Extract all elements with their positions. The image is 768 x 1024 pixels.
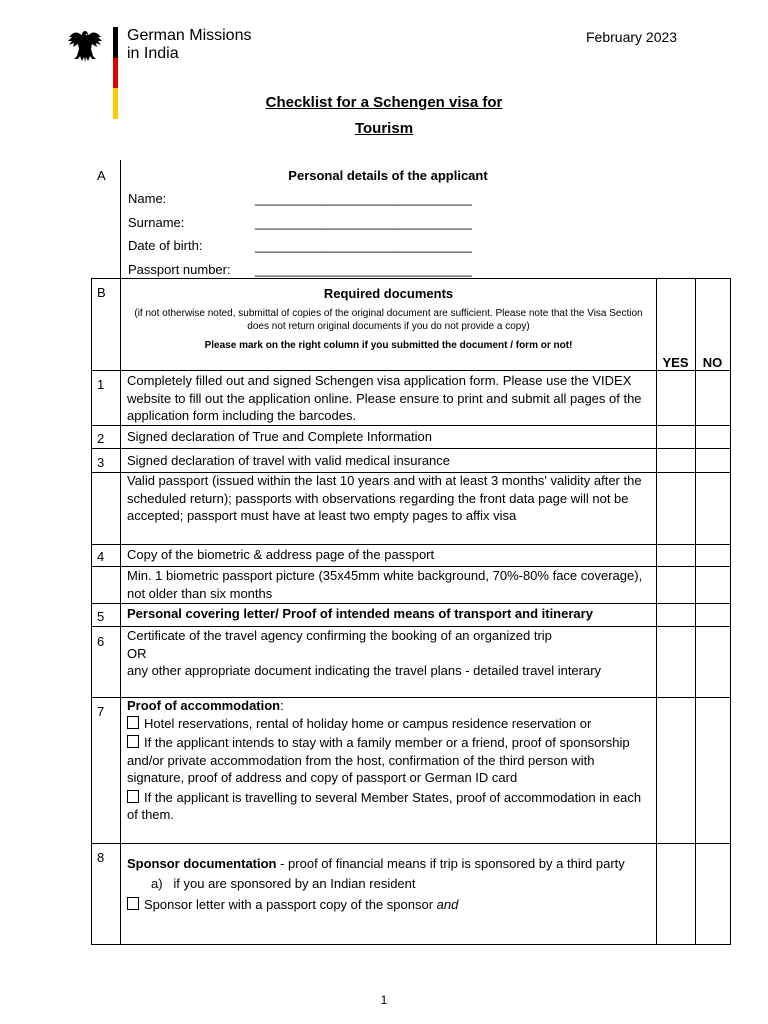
section-a-letter: A [97,168,106,183]
table-border-left [91,278,92,945]
row-number: 6 [97,634,105,649]
table-col-divider-3 [695,278,696,945]
row-divider [91,370,731,371]
accommodation-option [127,715,652,733]
row-number: 3 [97,455,105,470]
requirement-text [127,627,652,680]
field-label-name: Name: [128,191,167,206]
row-number: 5 [97,609,105,624]
field-label-dob: Date of birth: [128,238,203,253]
accommodation-option-text: If the applicant is travelling to several Member States, proof of accommodation in each of them. [127,789,642,822]
page-title-line-2: Tourism [354,120,414,137]
sponsor-heading-line [127,855,652,873]
row-number: 2 [97,431,105,446]
org-line-1: German Missions [127,27,252,44]
requirement-text [127,697,652,824]
row-divider [91,603,731,604]
page-number: 1 [380,993,388,1007]
flag-red-stripe [113,58,118,89]
page-title-line-1: Checklist for a Schengen visa for [265,94,503,111]
sponsor-heading-rest: - proof of financial means if trip is sponsored by a third party [276,856,625,871]
requirement-text: Personal covering letter/ Proof of intended means of transport and itinerary [127,606,593,621]
table-border-right [730,278,731,945]
org-line-2: in India [127,45,179,62]
section-b-instruction: Please mark on the right column if you submitted the document / form or not! [204,340,573,351]
sponsor-sub-label: a) [151,875,163,891]
table-col-divider-2 [656,278,657,945]
field-line-dob: ______________________________ [255,238,472,253]
table-border-top [91,278,731,279]
federal-eagle-icon [66,28,104,69]
row-number: 8 [97,850,105,865]
table-border-bottom [91,944,731,945]
row-divider [91,843,731,844]
requirement-text: Signed declaration of True and Complete Information [127,429,432,444]
column-header-no: NO [702,355,723,370]
accommodation-option [127,734,652,787]
field-line-name: ______________________________ [255,191,472,206]
accommodation-option [127,789,652,824]
requirement-text [127,855,652,914]
section-b-letter: B [97,285,106,300]
requirement-text: Copy of the biometric & address page of the passport [127,547,435,562]
row-number: 7 [97,704,105,719]
section-b-note: (if not otherwise noted, submittal of copies of the original document are sufficient. Please note that the Visa Section does not return original documents if you do not provide a copy) [134,308,643,332]
sponsor-doc-text: Sponsor letter with a passport copy of the sponsor [144,897,437,912]
row-divider [91,425,731,426]
requirement-line-or: OR [127,645,147,661]
requirement-text: Completely filled out and signed Schengen visa application form. Please use the VIDEX website to fill out the application online. Please ensure to print and submit all pages of the application form including the barcodes. [127,373,642,423]
field-line-passport: ______________________________ [255,262,472,277]
requirement-text: Min. 1 biometric passport picture (35x45mm white background, 70%-80% face coverage), not older than six months [127,568,643,601]
table-col-divider-1 [120,278,121,945]
sponsor-sub-text: if you are sponsored by an Indian resident [173,875,416,891]
checkbox-icon[interactable] [127,897,139,910]
sponsor-sub-item [127,875,652,893]
checkbox-icon[interactable] [127,735,139,748]
accommodation-option-text: If the applicant intends to stay with a family member or a friend, proof of sponsorship and/or private accommodation from the host, confirmation of the third person with signature, proof of address and copy of passport or German ID card [127,735,630,785]
column-header-yes: YES [662,355,689,370]
checkbox-icon[interactable] [127,716,139,729]
field-label-surname: Surname: [128,215,185,230]
section-b-heading: Required documents [323,286,454,301]
sponsor-doc-and: and [436,897,459,912]
section-a-heading: Personal details of the applicant [288,168,488,183]
document-date: February 2023 [586,29,678,45]
field-line-surname: ______________________________ [255,215,472,230]
row-divider [91,448,731,449]
row-number: 1 [97,377,105,392]
requirement-line: any other appropriate document indicating the travel plans - detailed travel interary [127,663,602,678]
sponsor-heading: Sponsor documentation [127,856,277,871]
accommodation-option-text: Hotel reservations, rental of holiday home or campus residence reservation or [144,715,592,731]
sponsor-doc-item [127,896,652,914]
flag-black-stripe [113,27,118,58]
checkbox-icon[interactable] [127,790,139,803]
requirement-line: Certificate of the travel agency confirming the booking of an organized trip [127,628,552,643]
requirement-text: Valid passport (issued within the last 10 years and with at least 3 months' validity after the scheduled return); passports with observations regarding the front data page will not be accepted; passport must have at least two empty pages to affix visa [127,473,642,523]
accommodation-heading-line [127,697,652,715]
row-divider [91,544,731,545]
accommodation-colon: : [280,698,284,713]
accommodation-heading: Proof of accommodation [127,698,281,713]
field-label-passport: Passport number: [128,262,231,277]
organization-name [127,27,251,63]
requirement-text: Signed declaration of travel with valid medical insurance [127,453,451,468]
row-number: 4 [97,549,105,564]
